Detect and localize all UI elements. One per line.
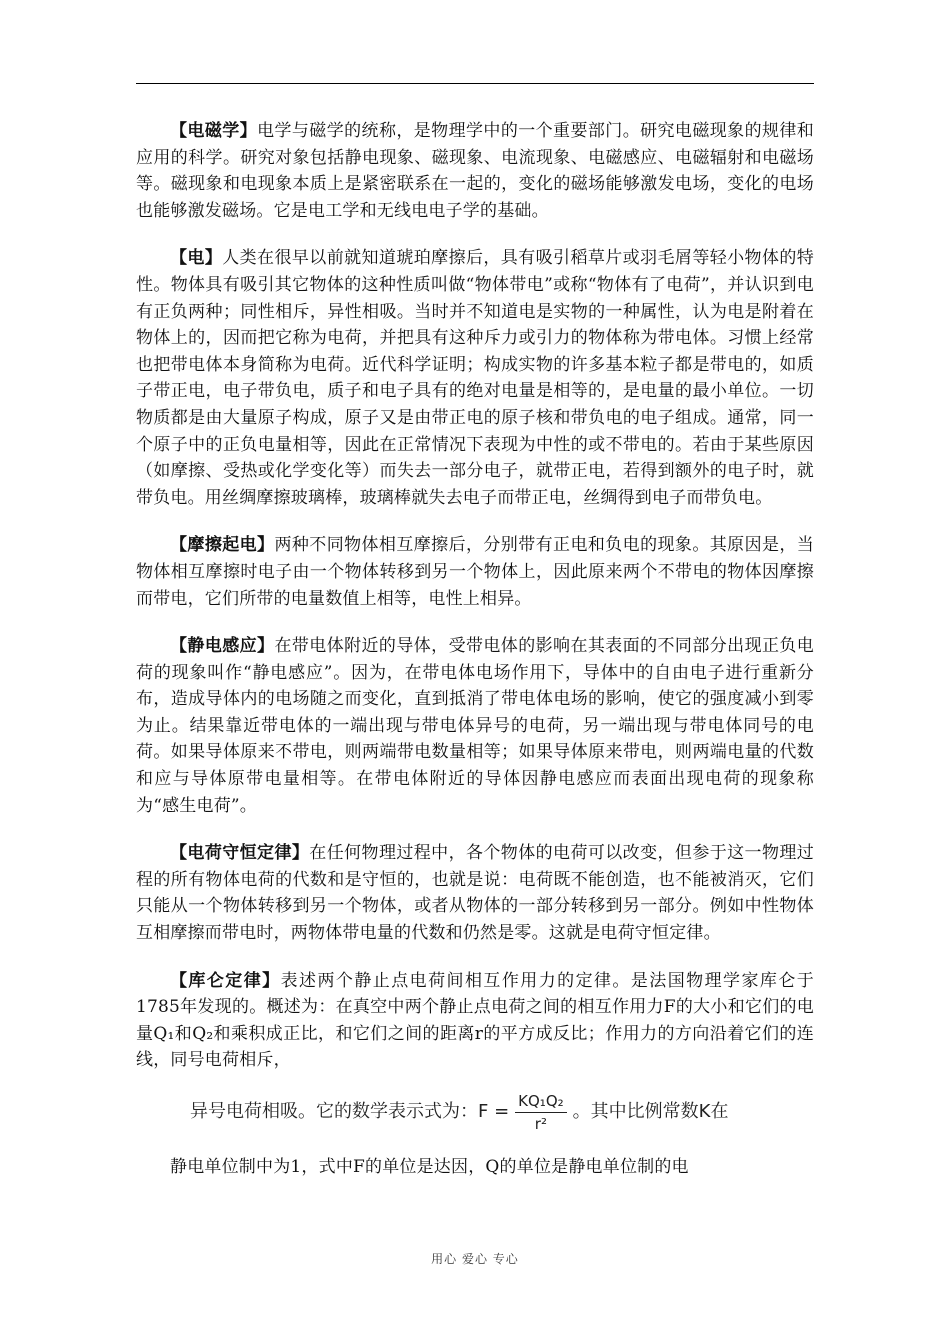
term-label: 【电荷守恒定律】 <box>170 843 310 864</box>
paragraph-electromagnetism <box>136 118 814 224</box>
paragraph-electricity <box>136 245 814 511</box>
term-label: 【摩擦起电】 <box>170 535 275 556</box>
formula-numerator: KQ₁Q₂ <box>515 1092 566 1113</box>
paragraph-text: 在任何物理过程中，各个物体的电荷可以改变，但参于这一物理过程的所有物体电荷的代数和是守恒的，也就是说：电荷既不能创造，也不能被消灭，它们只能从一个物体转移到另一个物体，或者从物体的一部分转移到另一部分。例如中性物体互相摩擦而带电时，两物体带电量的代数和仍然是零。这就是电荷守恒定律。 <box>136 843 814 944</box>
paragraph-coulomb-law <box>136 968 814 1074</box>
document-body <box>136 118 814 1181</box>
term-label: 【库仑定律】 <box>170 970 281 991</box>
coulomb-formula <box>136 1084 814 1140</box>
formula-fraction <box>515 1092 566 1133</box>
term-label: 【静电感应】 <box>170 636 275 657</box>
paragraph-text: 表述两个静止点电荷间相互作用力的定律。是法国物理学家库仑于1785年发现的。概述为：在真空中两个静止点电荷之间的相互作用力F的大小和它们的电量Q₁和Q₂和乘积成正比，和它们之间的距离r的平方成反比；作用力的方向沿着它们的连线，同号电荷相斥， <box>136 970 814 1071</box>
continuation-line: 静电单位制中为1，式中F的单位是达因，Q的单位是静电单位制的电 <box>170 1157 689 1177</box>
formula-prefix: 异号电荷相吸。它的数学表示式为：F = <box>190 1101 510 1122</box>
paragraph-text: 在带电体附近的导体，受带电体的影响在其表面的不同部分出现正负电荷的现象叫作“静电感应”。因为，在带电体电场作用下，导体中的自由电子进行重新分布，造成导体内的电场随之而变化，直到抵消了带电体电场的影响，使它的强度减小到零为止。结果靠近带电体的一端出现与带电体异号的电荷，另一端出现与带电体同号的电荷。如果导体原来不带电，则两端带电数量相等；如果导体原来带电，则两端电量的代数和应与导体原带电量相等。在带电体附近的导体因静电感应而表面出现电荷的现象称为“感生电荷”。 <box>136 636 814 816</box>
paragraph-electrostatic-induction <box>136 633 814 819</box>
paragraph-friction-charging <box>136 532 814 612</box>
paragraph-text: 两种不同物体相互摩擦后，分别带有正电和负电的现象。其原因是，当物体相互摩擦时电子由一个物体转移到另一个物体上，因此原来两个不带电的物体因摩擦而带电，它们所带的电量数值上相等，电性上相异。 <box>136 535 814 609</box>
paragraph-charge-conservation <box>136 840 814 946</box>
term-label: 【电】 <box>170 248 223 269</box>
formula-denominator: r² <box>534 1114 547 1133</box>
paragraph-text: 人类在很早以前就知道琥珀摩擦后，具有吸引稻草片或羽毛屑等轻小物体的特性。物体具有吸引其它物体的这种性质叫做“物体带电”或称“物体有了电荷”，并认识到电有正负两种；同性相斥，异性相吸。当时并不知道电是实物的一种属性，认为电是附着在物体上的，因而把它称为电荷，并把具有这种斥力或引力的物体称为带电体。习惯上经常也把带电体本身简称为电荷。近代科学证明；构成实物的许多基本粒子都是带电的，如质子带正电，电子带负电，质子和电子具有的绝对电量是相等的，是电量的最小单位。一切物质都是由大量原子构成，原子又是由带正电的原子核和带负电的电子组成。通常，同一个原子中的正负电量相等，因此在正常情况下表现为中性的或不带电的。若由于某些原因（如摩擦、受热或化学变化等）而失去一部分电子，就带正电，若得到额外的电子时，就带负电。用丝绸摩擦玻璃棒，玻璃棒就失去电子而带正电，丝绸得到电子而带负电。 <box>136 248 814 508</box>
page-footer: 用心 爱心 专心 <box>431 1252 519 1266</box>
header-rule <box>136 83 814 84</box>
term-label: 【电磁学】 <box>170 121 258 141</box>
paragraph-text: 电学与磁学的统称，是物理学中的一个重要部门。研究电磁现象的规律和应用的科学。研究对象包括静电现象、磁现象、电流现象、电磁感应、电磁辐射和电磁场等。磁现象和电现象本质上是紧密联系在一起的，变化的磁场能够激发电场，变化的电场也能够激发磁场。它是电工学和无线电电子学的基础。 <box>136 121 814 221</box>
formula-suffix: 。其中比例常数K在 <box>572 1101 729 1122</box>
